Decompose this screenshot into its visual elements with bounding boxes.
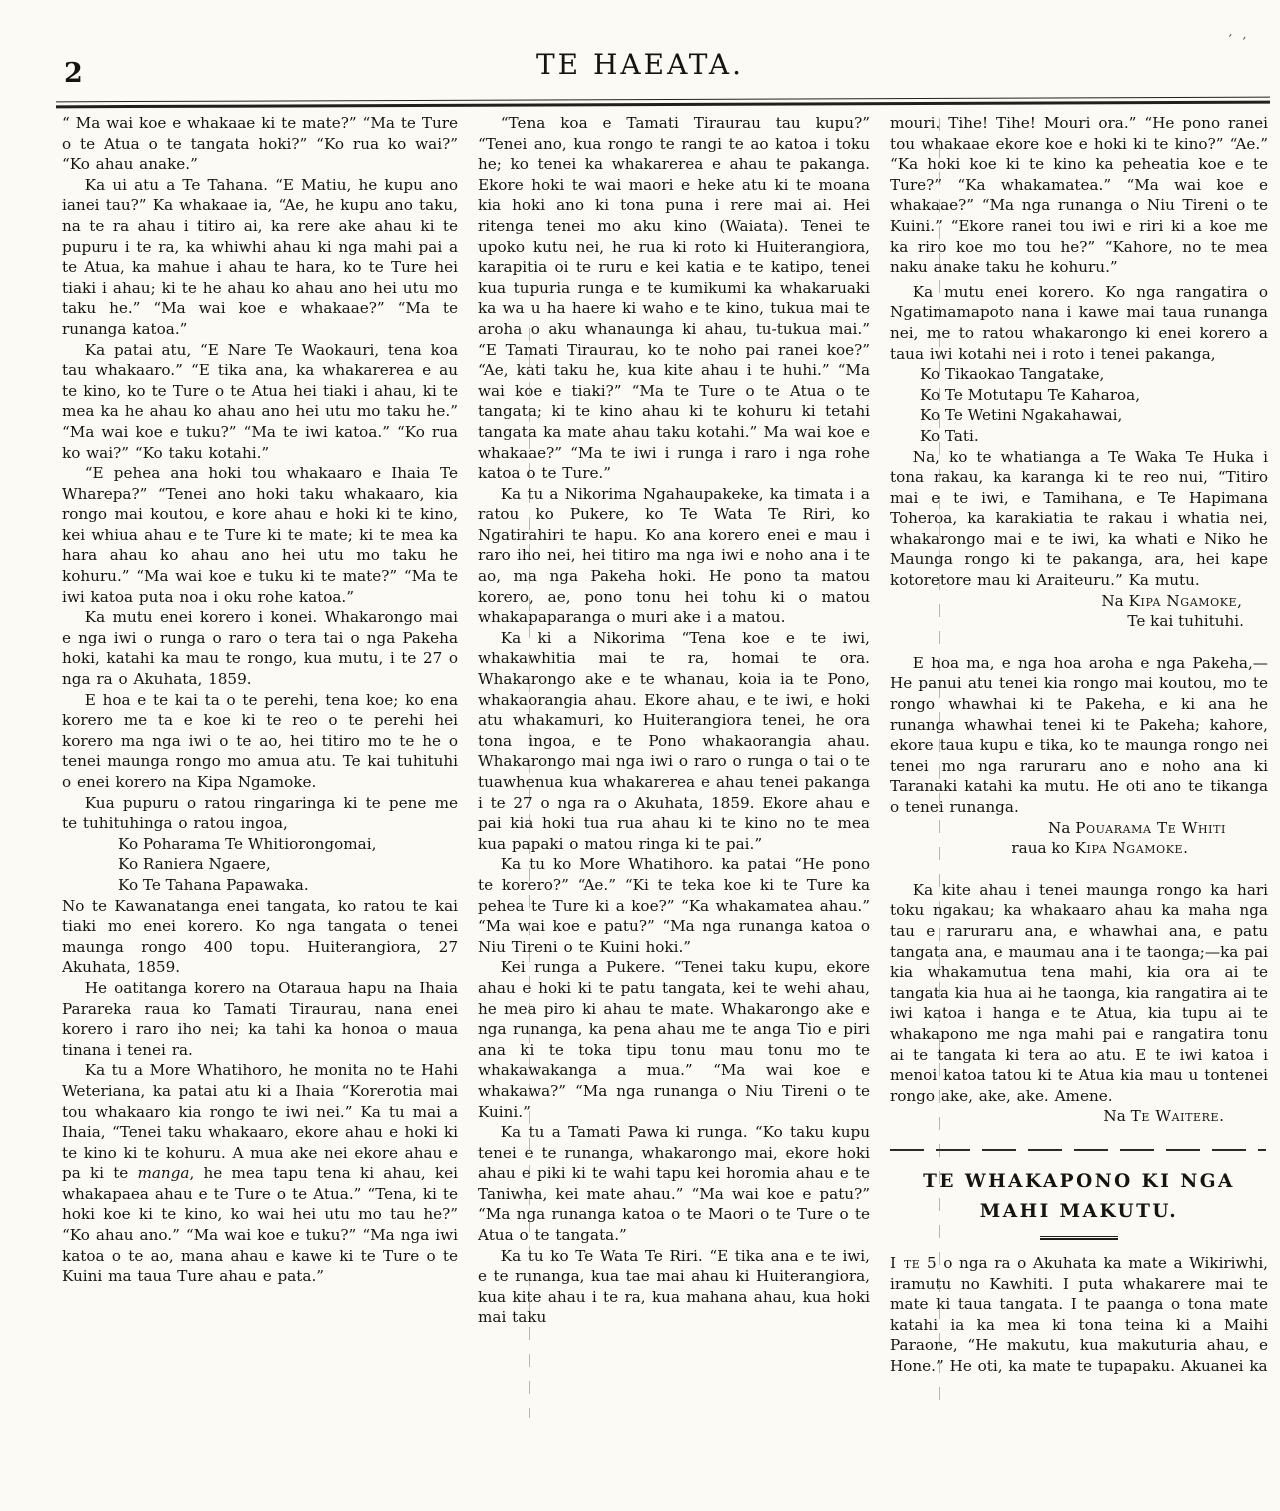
- small-caps-text: I te: [890, 1253, 921, 1272]
- signature: [890, 1106, 1268, 1127]
- column-divider-rule: [939, 118, 940, 1408]
- small-caps-text: Te Waitere: [1130, 1107, 1220, 1126]
- header-double-rule: [56, 97, 1270, 109]
- column-3: [890, 113, 1268, 1511]
- paragraph: Ka tu a More Whatihoro, he monita no te Hahi Weteriana, ka patai atu ki a Ihaia “Korerotia mai tou whakaaro kia rongo te iwi nei.” Ka tu mai a Ihaia, “Tenei taku whakaaro, ekore ahau e hoki ki te kino ki te kohuru. A mua ake nei ekore ahau e pa ki te manga, he mea tapu tena ki ahau, kei whakapaea ahau e te Ture o te Atua.” “Tena, ki te hoki koe ki te kino, ko wai hei utu mo tau he?” “Ko ahau ano.” “Ma wai koe e tuku?” “Ma nga iwi katoa o te ao, mana ahau e kawe ki te Ture o te Kuini ma taua Ture ahau e pata.”: [62, 1061, 458, 1286]
- list-name: Ko Te Motutapu Te Kaharoa,: [920, 385, 1141, 404]
- list-name: Ko Poharama Te Whitiorongomai,: [118, 834, 377, 853]
- rule-thick: [56, 101, 1270, 109]
- paragraph: Ka mutu enei korero. Ko nga rangatira o Ngatimamapoto nana i kawe mai taua runanga nei, me to ratou whakarongo ki enei korero a taua iwi kotahi nei i roto i tenei pakanga,: [890, 282, 1268, 363]
- paragraph: Kua pupuru o ratou ringaringa ki te pene me te tuhituhinga o ratou ingoa,: [62, 793, 458, 833]
- paragraph: Ka ui atu a Te Tahana. “E Matiu, he kupu ano ianei tau?” Ka whakaae ia, “Ae, he kupu ano taku, na te ra ahau i titiro ai, ka rere ake ahau ki te pupuru i te ra, ka whiwhi ahau ki nga mahi pai a te Atua, ka mahue i ahau te hara, ko te Ture hei tiaki i ahau; ki te he ahau ko ahau ano hei utu mo taku he.” “Ma wai koe e whakaae?” “Ma te runanga katoa.”: [62, 175, 458, 338]
- small-caps-text: Kipa Ngamoke: [1074, 839, 1184, 858]
- signature: [890, 818, 1268, 859]
- small-caps-text: Kipa Ngamoke: [1128, 591, 1238, 610]
- page-number: 2: [64, 58, 84, 89]
- paragraph: No te Kawanatanga enei tangata, ko ratou te kai tiaki mo enei korero. Ko nga tangata o tenei maunga rongo 400 topu. Huiterangiora, 27 Akuhata, 1859.: [62, 896, 458, 977]
- list-name: Ko Raniera Ngaere,: [118, 855, 271, 874]
- small-caps-text: Pouarama Te Whiti: [1075, 818, 1226, 837]
- paragraph: Ka tu a Nikorima Ngahaupakeke, ka timata i a ratou ko Pukere, ko Te Wata Te Riri, ko Ngatirahiri te hapu. Ko ana korero enei e mau i raro iho nei, hei titiro ma nga iwi e noho ana i te ao, ma nga Pakeha hoki. He pono ta matou korero, ae, pono tonu hei tohu ki o matou whakapaparanga o muri ake i a matou.: [478, 484, 870, 627]
- paragraph: I te 5 o nga ra o Akuhata ka mate a Wikiriwhi, iramutu no Kawhiti. I puta whakarere mai te mate ki taua tangata. I te paanga o tona mate katahi ia ka mea ki tona teina ki a Maihi Paraone, “He makutu, kua makuturia ahau, e Hone.” He oti, ka mate te tupapaku. Akuanei ka: [890, 1253, 1269, 1375]
- name-list: [890, 364, 1268, 446]
- paragraph: E hoa ma, e nga hoa aroha e nga Pakeha,—He panui atu tenei kia rongo mai koutou, mo te rongo whawhai ki te Pakeha, e ki ana he runanga whawhai tenei ki te Pakeha; kahore, ekore taua kupu e tika, ko te maunga rongo nei tenei mo nga raruraru ano e noho ana ki Taranaki katahi ka mutu. He oti ano te tikanga o tenei runanga.: [890, 653, 1268, 816]
- paragraph: Ka tu ko More Whatihoro. ka patai “He pono te korero?” “Ae.” “Ki te teka koe ki te Ture ka pehea te Ture ki a koe?” “Ka whakamatea ahau.” “Ma wai koe e patu?” “Ma nga runanga katoa o Niu Tireni o te Kuini hoki.”: [478, 855, 870, 956]
- italic-text: manga: [137, 1164, 190, 1183]
- ink-marks: ’ ’: [1225, 31, 1250, 52]
- paragraph: He oatitanga korero na Otaraua hapu na Ihaia Parareka raua ko Tamati Tiraurau, nana enei korero i raro iho nei; ka tahi ka honoa o maua tinana i tenei ra.: [62, 978, 458, 1059]
- list-name: Ko Tikaokao Tangatake,: [920, 365, 1105, 384]
- signature-line: raua ko Kipa Ngamoke.: [1011, 839, 1188, 858]
- short-rule: [1040, 1236, 1118, 1240]
- paragraph: Ka kite ahau i tenei maunga rongo ka hari toku ngakau; ka whakaaro ahau ka maha nga tau e raruraru ana, e whawhai ana, e patu tangata ana, e maumau ana i te taonga;—ka pai kia whakamutua tena mahi, kia ora ai te tangata kia hua ai he taonga, kia rangatira ai te iwi katoa i hanga e te Atua, kia tupu ai te whakapono me nga mahi pai e rangatira tonu ai te tangata ki tera ao atu. E te iwi katoa i menoi katoa tatou ki te Atua kia mau u tontenei rongo ake, ake, ake. Amene.: [890, 880, 1268, 1105]
- paragraph: Ka tu ko Te Wata Te Riri. “E tika ana e te iwi, e te runanga, kua tae mai ahau ki Huiterangiora, kua kite ahau i te ra, kua mahana ahau, kua hoki mai taku: [478, 1246, 870, 1327]
- column-1: [62, 113, 458, 1511]
- paragraph: Ka ki a Nikorima “Tena koe e te iwi, whakawhitia mai te ra, homai te ora. Whakarongo ake e te whanau, koia ia te Pono, whakaorangia ahau. Ekore ahau, e te iwi, e hoki atu whakamuri, ko Huiterangiora tenei, he ora tona ingoa, e te Pono whakaorangia ahau. Whakarongo mai nga iwi o raro o runga o tai o te tuawhenua kua whakarerea e ahau tenei pakanga i te 27 o nga ra o Akuhata, 1859. Ekore ahau e pai kia hoki tua rua ahau ki te kino no te mea kua papaki o matou ringa ki te pai.”: [478, 628, 870, 853]
- columns-area: [62, 113, 1268, 1511]
- name-list: [62, 834, 458, 896]
- paragraph: mouri. Tihe! Tihe! Mouri ora.” “He pono ranei tou whakaae ekore koe e hoki ki te kino?” “Ae.” “Ka hoki koe ki te kino ka peheatia koe e te Ture?” “Ka whakamatea.” “Ma wai koe e whakaae?” “Ma nga runanga o Niu Tireni o te Kuini.” “Ekore ranei tou iwi e riri ki a koe me ka riro koe mo tou he?” “Kahore, no te mea naku anake taku he kohuru.”: [890, 114, 1268, 277]
- paragraph: Ka patai atu, “E Nare Te Waokauri, tena koa tau whakaaro.” “E tika ana, ka whakarerea e au te kino, ko te Ture o te Atua hei tiaki i ahau, ki te mea ka he ahau ko ahau ano hei utu mo taku he.” “Ma wai koe e tuku?” “Ma te iwi katoa.” “Ko rua ko wai?” “Ko taku kotahi.”: [62, 340, 458, 462]
- paragraph: Ka tu a Tamati Pawa ki runga. “Ko taku kupu tenei e te runanga, whakarongo mai, ekore hoki ahau e piki ki te wahi tapu kei horomia ahau e te Taniwha, kei mate ahau.” “Ma wai koe e patu?” “Ma nga runanga katoa o te Maori o te Ture o te Atua o te tangata.”: [478, 1123, 870, 1245]
- masthead-title: TE HAEATA.: [535, 48, 745, 81]
- section-heading: TE WHAKAPONO KI NGA MAHI MAKUTU.: [923, 1170, 1235, 1222]
- list-name: Ko Te Tahana Papawaka.: [118, 875, 309, 894]
- list-name: Ko Te Wetini Ngakahawai,: [920, 406, 1123, 425]
- paragraph: E hoa e te kai ta o te perehi, tena koe; ko ena korero me ta e koe ki te reo o te perehi hei korero ma nga iwi o te ao, hei titiro mo te he o tenei maunga rongo mo amua atu. Te kai tuhituhi o enei korero na Kipa Ngamoke.: [62, 690, 458, 791]
- signature-line: Te kai tuhituhi.: [1127, 612, 1244, 631]
- signature-line: Na Te Waitere.: [1103, 1107, 1224, 1126]
- paragraph: Kei runga a Pukere. “Tenei taku kupu, ekore ahau e hoki ki te patu tangata, kei te wehi ahau, he mea piro ki ahau te mate. Whakarongo ake e nga runanga, ka pena ahau me te anga Tio e piri ana ki te toka tipu tonu mau tonu mo te whakawakanga a mua.” “Ma wai koe e whakawa?” “Ma nga runanga o Niu Tireni o te Kuini.”: [478, 958, 870, 1121]
- signature-line: Na Kipa Ngamoke,: [1101, 591, 1242, 610]
- dashed-rule: [890, 1149, 1266, 1151]
- paragraph: “ Ma wai koe e whakaae ki te mate?” “Ma te Ture o te Atua o te tangata hoki?” “Ko rua ko wai?” “Ko ahau anake.”: [62, 114, 458, 174]
- column-divider-rule: [529, 328, 530, 1418]
- paragraph: Ka mutu enei korero i konei. Whakarongo mai e nga iwi o runga o raro o tera tai o nga Pakeha hoki, katahi ka mau te rongo, kua mutu, i te 27 o nga ra o Akuhata, 1859.: [62, 608, 458, 689]
- paragraph: “Tena koa e Tamati Tiraurau tau kupu?” “Tenei ano, kua rongo te rangi te ao katoa i toku he; ko tenei ka whakarerea e ahau te pakanga. Ekore hoki te wai maori e heke atu ki te moana kia hoki ano ki tona puna i rere mai ai. Hei ritenga tenei mo aku kino (Waiata). Tenei te upoko kutu nei, he rua ki roto ki Huiterangiora, karapitia oi te ruru e kei katia e te katipo, tenei kua tupuria runga e te kumikumi ka whakaruaki ka wa u ha haere ki waho e te kino, tukua mai te aroha o aku whanaunga ki ahau, tu-tukua mai.” “E Tamati Tiraurau, ko te noho pai ranei koe?” “Ae, kati taku he, kua kite ahau i te huhi.” “Ma wai koe e tiaki?” “Ma te Ture o te Atua o te tangata; ki te kino ahau ki te kohuru ki tetahi tangata ka mate ahau taku kotahi.” Ma wai koe e whakaae?” “Ma te iwi i runga i raro i nga rohe katoa o te Ture.”: [478, 114, 870, 483]
- list-name: Ko Tati.: [920, 426, 979, 445]
- signature-line: Na Pouarama Te Whiti: [1048, 818, 1226, 837]
- paragraph: “E pehea ana hoki tou whakaaro e Ihaia Te Wharepa?” “Tenei ano hoki taku whakaaro, kia rongo mai koutou, e kore ahau e hoki ki te kino, kei whiua ahau e te Ture ki te mate; ki te mea ka hara ahau ko ahau ano hei utu mo taku he kohuru.” “Ma wai koe e tuku ki te mate?” “Ma te iwi katoa puta noa i oku rohe katoa.”: [62, 464, 458, 606]
- column-2: [478, 113, 870, 1511]
- paragraph: Na, ko te whatianga a Te Waka Te Huka i tona rakau, ka karanga ki te reo nui, “Titiro mai e te iwi, e Tamihana, e Te Hapimana Toheroa, ka karakiatia te rakau i whatia nei, whakarongo mai e te iwi, ka whati e Niko he Maunga rongo ki te pakanga, ara, hei kape kotoretore mau ki Araiteuru.” Ka mutu.: [890, 447, 1268, 590]
- signature: [890, 591, 1268, 632]
